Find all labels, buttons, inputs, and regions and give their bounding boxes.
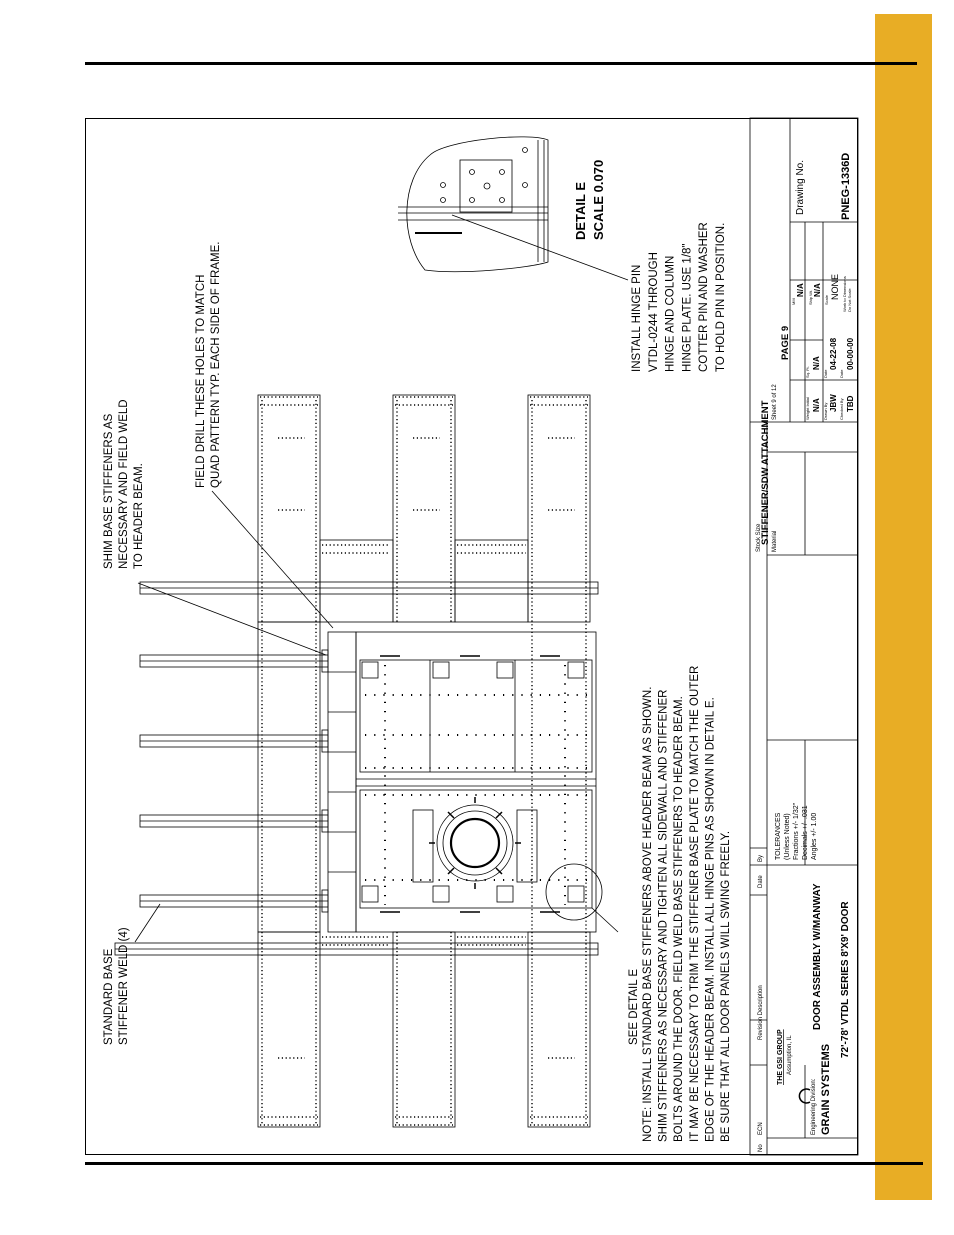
ship-wt-value: N/A xyxy=(813,283,822,297)
panel-bottom-a xyxy=(258,932,320,1127)
company-group: THE GSI GROUP xyxy=(777,1029,784,1085)
main-installation-note: NOTE: INSTALL STANDARD BASE STIFFENERS ABOVE HEADER BEAM AS SHOWN. SHIM STIFFENERS AS NECESSARY AND TIGHTEN ALL SIDEWALL AND STIFFENER BOLTS AROUND THE DOOR. FIELD WELD BASE STIFFENERS TO HEADER BEAM. IT MAY BE NECESSARY TO TRIM THE STIFFENER BASE PLATE TO MATCH THE OUTER EDGE OF THE HEADER BEAM. INSTALL ALL HINGE PINS AS SHOWN IN DETAIL E. BE SURE THAT ALL DOOR PANELS WILL SWING FREELY. xyxy=(642,665,732,1142)
see-detail-e-label: SEE DETAIL E xyxy=(628,968,640,1045)
door-rivets xyxy=(365,665,590,905)
manway-ring-outer xyxy=(437,805,513,881)
bolt-rows xyxy=(260,397,588,1125)
checked-by-value: TBD xyxy=(846,395,855,412)
date2-label: Date xyxy=(839,369,844,378)
rev-ecn-header: ECN xyxy=(758,1122,764,1135)
detail-e-callout-circle xyxy=(546,864,602,920)
date-label: Date xyxy=(823,369,828,378)
sheet-count: Sheet 9 of 12 xyxy=(772,384,778,420)
header-beam xyxy=(328,632,356,932)
work-note: Work to Dimensions Do Not Scale xyxy=(842,276,852,312)
standard-base-note: STANDARD BASE STIFFENER WELD (4) xyxy=(103,927,130,1045)
panel-bottom-b xyxy=(393,932,455,1127)
scale-label: Scale xyxy=(824,294,829,305)
page-number: PAGE 9 xyxy=(780,325,791,360)
company-division: Engineering Division: xyxy=(811,1078,817,1135)
company-city: Assumption, IL xyxy=(787,1035,793,1075)
sq-ft-label: Sq. Ft. xyxy=(805,366,810,378)
rev-date-header: Date xyxy=(758,875,764,888)
field-drill-note: FIELD DRILL THESE HOLES TO MATCH QUAD PATTERN TYP. EACH SIDE OF FRAME. xyxy=(195,241,222,488)
weight-value: N/A xyxy=(812,398,821,412)
mm-label: MM xyxy=(791,298,796,305)
drawing-title-line2: 72'-78' VTDL SERIES 8'X9' DOOR xyxy=(840,901,851,1058)
tolerances-block: TOLERANCES (Unless Noted) Fractions +/- 1/32" Decimals +/- .031 Angles +/- 1.00 xyxy=(775,802,818,860)
manway xyxy=(413,797,537,889)
shim-base-note: SHIM BASE STIFFENERS AS NECESSARY AND FIELD WELD TO HEADER BEAM. xyxy=(103,399,145,569)
company-name: GRAIN SYSTEMS xyxy=(820,1043,832,1135)
drawing-no-label: Drawing No. xyxy=(795,159,806,215)
rev-by-header: By xyxy=(758,854,764,862)
drawn-by-label: Drawn By xyxy=(823,402,828,420)
date-value: 04-22-08 xyxy=(829,337,838,370)
checked-by-label: Checked By xyxy=(839,398,844,420)
scale-value: NONE xyxy=(830,273,840,300)
weight-label: Weight Initial xyxy=(805,397,810,420)
detail-e-title: DETAIL E SCALE 0.070 xyxy=(573,159,606,240)
rev-no-header: No xyxy=(758,1144,764,1152)
material-label: Material xyxy=(772,530,778,552)
leader-lines xyxy=(135,215,628,942)
sidewall-panels xyxy=(258,395,590,1127)
panel-side-left xyxy=(258,622,320,932)
door-outer-frame xyxy=(356,632,596,932)
stiffener-columns xyxy=(115,582,598,955)
mm-value: N/A xyxy=(796,283,805,297)
stock-size-label: Stock Size xyxy=(756,523,762,552)
door-frame xyxy=(328,632,596,932)
rev-description-header: Revision Description xyxy=(758,985,764,1040)
panel-bottom-c xyxy=(528,932,590,1127)
detail-e-view xyxy=(398,137,548,272)
date2-value: 00-00-00 xyxy=(846,337,855,370)
drawing-number: PNEG-1336D xyxy=(840,152,852,220)
ship-wt-label: Ship Wt. xyxy=(808,289,813,305)
manway-opening xyxy=(451,819,499,867)
drawn-by-value: JBW xyxy=(829,394,838,412)
hinge-pin-note: INSTALL HINGE PIN VTDL-0244 THROUGH HINGE AND COLUMN HINGE PLATE. USE 1/8" COTTER PIN AND WASHER TO HOLD PIN IN POSITION. xyxy=(631,222,727,372)
sq-ft-value: N/A xyxy=(812,356,821,370)
drawing-title-line1: DOOR ASSEMBLY W/MANWAY xyxy=(812,883,823,1030)
stock-size-value: STIFFENER/SDW ATTACHMENT xyxy=(760,400,771,545)
